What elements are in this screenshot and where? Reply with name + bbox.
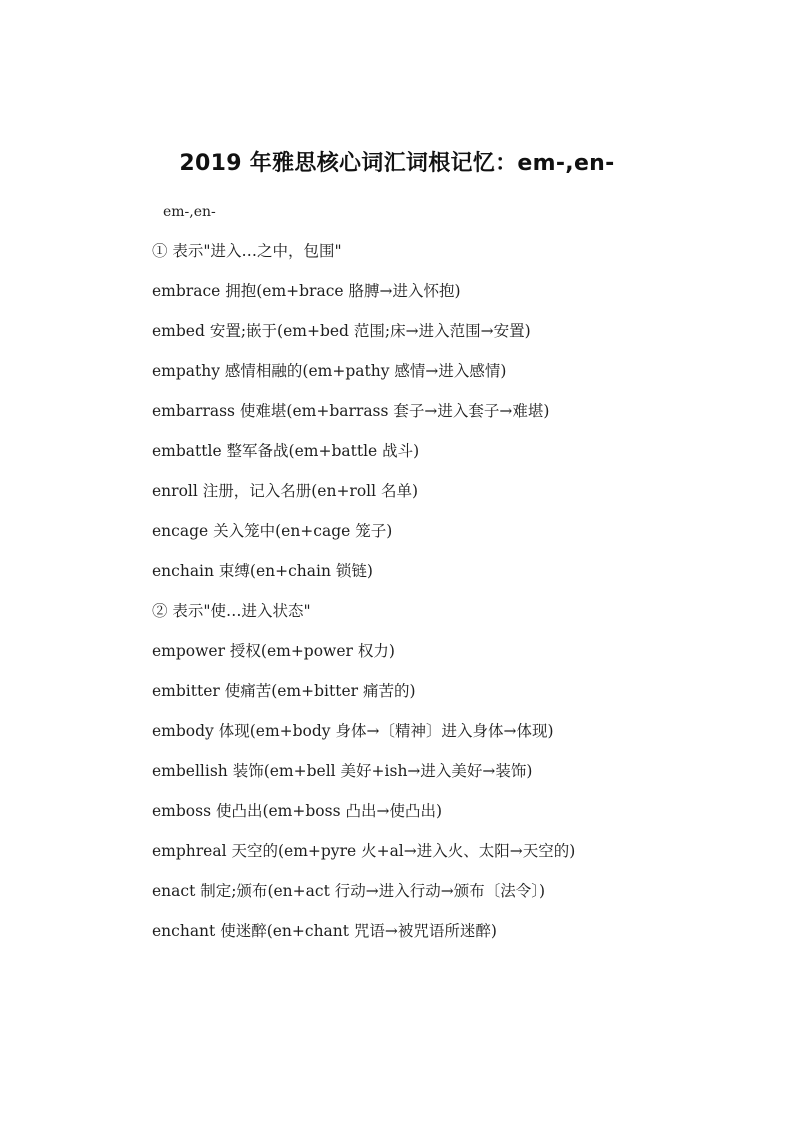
list-item: embed 安置;嵌于(em+bed 范围;床→进入范围→安置): [152, 322, 531, 340]
list-item: embody 体现(em+body 身体→〔精神〕进入身体→体现): [152, 722, 554, 740]
list-item: enchant 使迷醉(en+chant 咒语→被咒语所迷醉): [152, 922, 497, 940]
list-item: emphreal 天空的(em+pyre 火+al→进入火、太阳→天空的): [152, 842, 576, 860]
word-list: [152, 240, 752, 960]
list-item: embellish 装饰(em+bell 美好+ish→进入美好→装饰): [152, 762, 533, 780]
list-item: emboss 使凸出(em+boss 凸出→使凸出): [152, 802, 442, 820]
section-heading-2: ② 表示"使…进入状态": [152, 602, 311, 620]
list-item: enroll 注册，记入名册(en+roll 名单): [152, 482, 419, 500]
list-item: encage 关入笼中(en+cage 笼子): [152, 522, 393, 540]
page-title: 2019 年雅思核心词汇词根记忆：em-,en-: [179, 151, 615, 176]
list-item: empower 授权(em+power 权力): [152, 642, 395, 660]
list-item: enchain 束缚(en+chain 锁链): [152, 562, 373, 580]
section-subtitle: em-,en-: [163, 204, 216, 220]
list-item: embattle 整军备战(em+battle 战斗): [152, 442, 420, 460]
section-heading-1: ① 表示"进入…之中，包围": [152, 242, 342, 260]
list-item: empathy 感情相融的(em+pathy 感情→进入感情): [152, 362, 507, 380]
list-item: embarrass 使难堪(em+barrass 套子→进入套子→难堪): [152, 402, 550, 420]
list-item: embitter 使痛苦(em+bitter 痛苦的): [152, 682, 416, 700]
list-item: enact 制定;颁布(en+act 行动→进入行动→颁布〔法令〕): [152, 882, 545, 900]
list-item: embrace 拥抱(em+brace 胳膊→进入怀抱): [152, 282, 461, 300]
